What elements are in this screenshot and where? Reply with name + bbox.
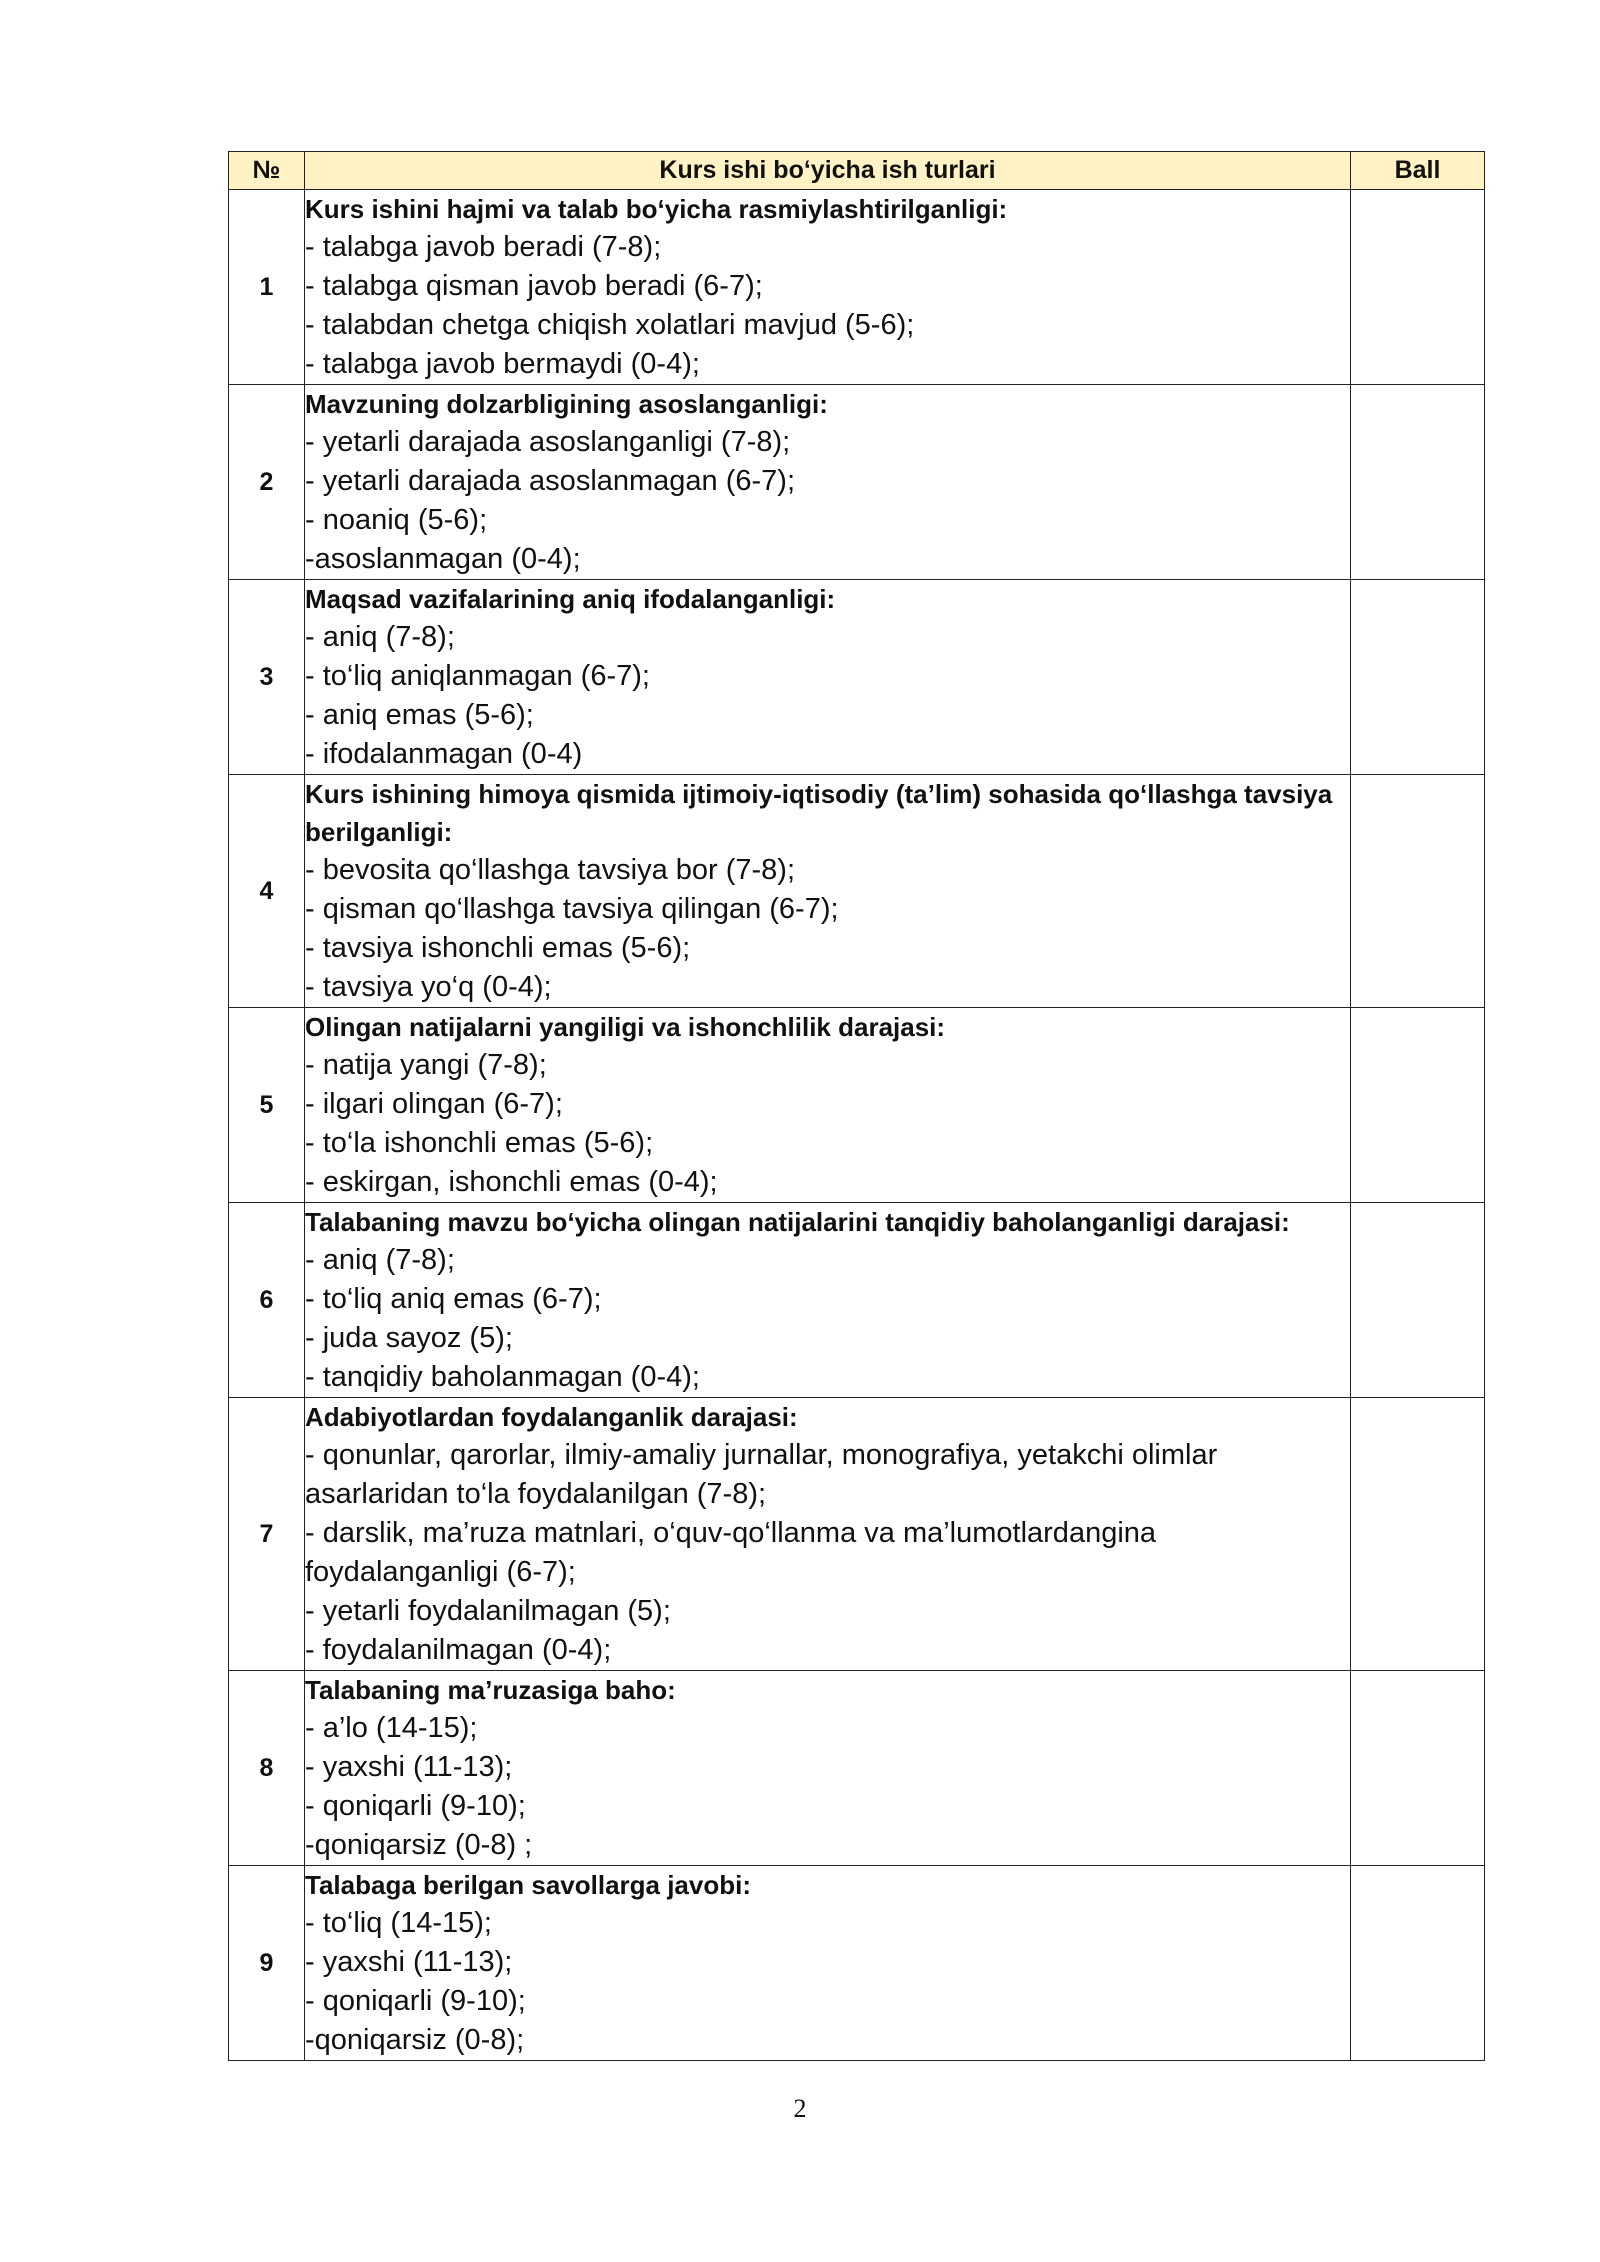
criterion-option: -asoslanmagan (0-4);	[305, 543, 581, 575]
criterion-option: - natija yangi (7-8);	[305, 1049, 547, 1081]
criterion-title: Mavzuning dolzarbligining asoslanganligi:	[305, 389, 828, 419]
criterion-option: -qoniqarsiz (0-8) ;	[305, 1829, 533, 1861]
criterion-option: - noaniq (5-6);	[305, 504, 488, 536]
criterion-number: 1	[229, 190, 305, 385]
table-header-row	[229, 152, 1485, 190]
header-description: Kurs ishi bo‘yicha ish turlari	[305, 152, 1351, 190]
criterion-option: - talabga javob beradi (7-8);	[305, 231, 662, 263]
criterion-option: - a’lo (14-15);	[305, 1712, 478, 1744]
criterion-option: - aniq (7-8);	[305, 621, 455, 653]
criterion-option: - yaxshi (11-13);	[305, 1946, 513, 1978]
grading-rubric-table	[228, 151, 1485, 2061]
criterion-number: 9	[229, 1866, 305, 2061]
criterion-cell	[305, 1203, 1351, 1398]
criterion-option: - eskirgan, ishonchli emas (0-4);	[305, 1166, 718, 1198]
criterion-title: Adabiyotlardan foydalanganlik darajasi:	[305, 1402, 798, 1432]
score-cell[interactable]	[1351, 190, 1485, 385]
criterion-number: 6	[229, 1203, 305, 1398]
criterion-option: - qoniqarli (9-10);	[305, 1790, 526, 1822]
criterion-option: - talabga qisman javob beradi (6-7);	[305, 270, 763, 302]
table-body	[229, 190, 1485, 2061]
criterion-cell	[305, 190, 1351, 385]
criterion-title: Maqsad vazifalarining aniq ifodalanganligi:	[305, 584, 836, 614]
table-row	[229, 580, 1485, 775]
criterion-cell	[305, 1866, 1351, 2061]
criterion-option: - bevosita qo‘llashga tavsiya bor (7-8);	[305, 854, 796, 886]
criterion-cell	[305, 1398, 1351, 1671]
criterion-cell	[305, 1008, 1351, 1203]
criterion-option: - yetarli foydalanilmagan (5);	[305, 1595, 671, 1627]
criterion-option: - yetarli darajada asoslanmagan (6-7);	[305, 465, 796, 497]
criterion-option: - ifodalanmagan (0-4)	[305, 738, 583, 770]
table-row	[229, 385, 1485, 580]
criterion-option: - foydalanilmagan (0-4);	[305, 1634, 612, 1666]
criterion-option: - ilgari olingan (6-7);	[305, 1088, 563, 1120]
criterion-title: Olingan natijalarni yangiligi va ishonchlilik darajasi:	[305, 1012, 946, 1042]
score-cell[interactable]	[1351, 1866, 1485, 2061]
criterion-option: - talabga javob bermaydi (0-4);	[305, 348, 700, 380]
page-number: 2	[793, 2094, 807, 2123]
criterion-cell	[305, 775, 1351, 1008]
criterion-option: - qoniqarli (9-10);	[305, 1985, 526, 2017]
score-cell[interactable]	[1351, 1398, 1485, 1671]
criterion-number: 5	[229, 1008, 305, 1203]
table-row	[229, 1203, 1485, 1398]
criterion-option: - to‘liq (14-15);	[305, 1907, 492, 1939]
header-number: №	[229, 152, 305, 190]
criterion-number: 3	[229, 580, 305, 775]
criterion-number: 7	[229, 1398, 305, 1671]
criterion-option: - to‘la ishonchli emas (5-6);	[305, 1127, 654, 1159]
criterion-cell	[305, 385, 1351, 580]
criterion-title: Talabaning ma’ruzasiga baho:	[305, 1675, 676, 1705]
criterion-option: -qoniqarsiz (0-8);	[305, 2024, 525, 2056]
criterion-cell	[305, 580, 1351, 775]
criterion-option: - aniq (7-8);	[305, 1244, 455, 1276]
score-cell[interactable]	[1351, 1008, 1485, 1203]
criterion-title: Kurs ishini hajmi va talab bo‘yicha rasmiylashtirilganligi:	[305, 194, 1008, 224]
score-cell[interactable]	[1351, 1203, 1485, 1398]
table-row	[229, 1866, 1485, 2061]
criterion-option: - qonunlar, qarorlar, ilmiy-amaliy jurnallar, monografiya, yetakchi olimlar asarlaridan to‘la foydalanilgan (7-8);	[305, 1439, 1218, 1510]
criterion-option: - tavsiya ishonchli emas (5-6);	[305, 932, 691, 964]
table-row	[229, 1398, 1485, 1671]
table-row	[229, 190, 1485, 385]
criterion-option: - darslik, ma’ruza matnlari, o‘quv-qo‘llanma va ma’lumotlardangina foydalanganligi (6-7);	[305, 1517, 1157, 1588]
criterion-option: - aniq emas (5-6);	[305, 699, 534, 731]
criterion-option: - yaxshi (11-13);	[305, 1751, 513, 1783]
criterion-option: - to‘liq aniqlanmagan (6-7);	[305, 660, 650, 692]
table-row	[229, 1008, 1485, 1203]
criterion-number: 8	[229, 1671, 305, 1866]
criterion-number: 4	[229, 775, 305, 1008]
criterion-option: - yetarli darajada asoslanganligi (7-8);	[305, 426, 791, 458]
criterion-option: - tanqidiy baholanmagan (0-4);	[305, 1361, 700, 1393]
score-cell[interactable]	[1351, 580, 1485, 775]
table-row	[229, 775, 1485, 1008]
header-score: Ball	[1351, 152, 1485, 190]
score-cell[interactable]	[1351, 1671, 1485, 1866]
criterion-number: 2	[229, 385, 305, 580]
criterion-title: Kurs ishining himoya qismida ijtimoiy-iqtisodiy (ta’lim) sohasida qo‘llashga tavsiya berilganligi:	[305, 779, 1333, 847]
criterion-title: Talabaning mavzu bo‘yicha olingan natijalarini tanqidiy baholanganligi darajasi:	[305, 1207, 1290, 1237]
criterion-option: - to‘liq aniq emas (6-7);	[305, 1283, 602, 1315]
criterion-option: - talabdan chetga chiqish xolatlari mavjud (5-6);	[305, 309, 915, 341]
criterion-option: - juda sayoz (5);	[305, 1322, 513, 1354]
criterion-cell	[305, 1671, 1351, 1866]
table-row	[229, 1671, 1485, 1866]
score-cell[interactable]	[1351, 385, 1485, 580]
criterion-title: Talabaga berilgan savollarga javobi:	[305, 1870, 751, 1900]
criterion-option: - qisman qo‘llashga tavsiya qilingan (6-7);	[305, 893, 839, 925]
score-cell[interactable]	[1351, 775, 1485, 1008]
criterion-option: - tavsiya yo‘q (0-4);	[305, 971, 552, 1003]
